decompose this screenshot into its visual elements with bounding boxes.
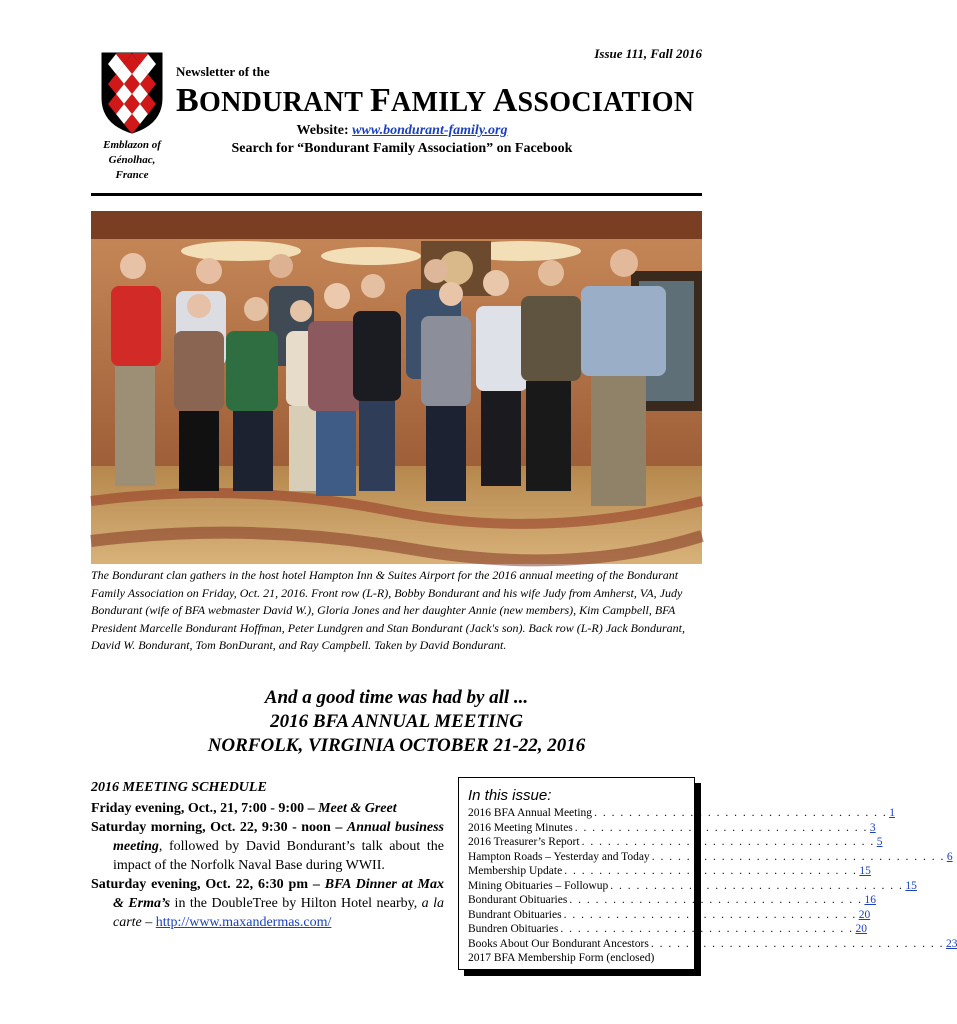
toc-item-label: Books About Our Bondurant Ancestors <box>468 937 649 950</box>
entry-what: BFA Dinner at Max & Erma’s <box>113 877 445 911</box>
headline-location: NORFOLK, VIRGINIA OCTOBER 21-22, 2016 <box>207 735 586 756</box>
schedule-title: 2016 MEETING SCHEDULE <box>91 780 267 795</box>
entry-dash: – <box>141 915 156 930</box>
toc-item-label: Bondurant Obituaries <box>468 894 568 906</box>
entry-detail: , followed by David Bondurant’s talk about the impact of the Norfolk Naval Base during WWII. <box>113 839 444 873</box>
toc-item[interactable] <box>468 835 883 850</box>
in-this-issue-box <box>458 777 957 970</box>
toc-item-label: 2017 BFA Membership Form (enclosed) <box>468 952 655 964</box>
toc-item-page-link[interactable]: 15 <box>859 865 871 877</box>
toc-item <box>468 951 686 966</box>
entry-when: Saturday evening, Oct. 22, 6:30 pm – <box>91 877 325 892</box>
header-divider <box>91 193 702 196</box>
website-link[interactable]: www.bondurant-family.org <box>352 123 508 138</box>
entry-when: Friday evening, Oct., 21, 7:00 - 9:00 – <box>91 801 319 816</box>
emblem-caption-line: Emblazon of <box>103 139 161 151</box>
headline-tagline: And a good time was had by all ... <box>264 687 529 708</box>
toc-leader-dots: . . . . . . . . . . . . . . . . . . . . . . . . . . . . . . . . . . <box>594 807 888 819</box>
restaurant-link[interactable]: http://www.maxandermas.com/ <box>155 915 332 930</box>
entry-when: Saturday morning, Oct. 22, 9:30 - noon – <box>91 820 347 835</box>
toc-item-page-link[interactable]: 15 <box>905 879 917 892</box>
schedule-entry <box>91 875 444 932</box>
website-line <box>176 123 628 139</box>
toc-item[interactable] <box>468 806 895 821</box>
toc-item-label: Hampton Roads – Yesterday and Today <box>468 850 650 863</box>
toc-item[interactable] <box>468 864 871 879</box>
toc-leader-dots: . . . . . . . . . . . . . . . . . . . . . . . . . . . . . . . . . . <box>574 821 868 834</box>
toc-leader-dots: . . . . . . . . . . . . . . . . . . . . . . . . . . . . . . . . . . <box>651 850 945 863</box>
toc-leader-dots: . . . . . . . . . . . . . . . . . . . . . . . . . . . . . . . . . . <box>569 894 863 906</box>
website-label: Website: <box>296 123 353 138</box>
toc-item[interactable] <box>468 922 868 937</box>
emblem-caption-line: France <box>115 169 149 181</box>
title-part: AMILY <box>391 87 493 118</box>
toc-leader-dots: . . . . . . . . . . . . . . . . . . . . . . . . . . . . . . . . . . <box>581 836 875 848</box>
group-photo <box>91 211 702 564</box>
emblem-shield-icon <box>101 52 163 134</box>
toc-item-page-link[interactable]: 6 <box>946 850 953 863</box>
headline-title: 2016 BFA ANNUAL MEETING <box>270 711 523 732</box>
schedule-entry <box>91 799 444 818</box>
facebook-line: Search for “Bondurant Family Association” on Facebook <box>231 141 573 156</box>
toc-item-label: Membership Update <box>468 865 563 877</box>
entry-detail: in the DoubleTree by Hilton Hotel nearby, <box>170 896 422 911</box>
title-initial: F <box>369 82 392 119</box>
toc-leader-dots: . . . . . . . . . . . . . . . . . . . . . . . . . . . . . . . . . . <box>564 865 858 877</box>
entry-what: Meet & Greet <box>318 801 397 816</box>
newsletter-of-label: Newsletter of the <box>176 64 270 79</box>
emblem-caption <box>88 138 176 183</box>
schedule-entry <box>91 818 444 875</box>
toc-item[interactable] <box>468 893 876 908</box>
page-title <box>176 82 694 120</box>
title-initial: B <box>176 82 199 119</box>
toc-leader-dots: . . . . . . . . . . . . . . . . . . . . . . . . . . . . . . . . . . <box>650 937 944 950</box>
toc-item-page-link[interactable]: 23 <box>945 937 957 950</box>
title-part: SSOCIATION <box>517 87 695 118</box>
toc-list <box>468 806 957 966</box>
toc-item-page-link[interactable]: 5 <box>876 836 883 848</box>
photo-caption: The Bondurant clan gathers in the host hotel Hampton Inn & Suites Airport for the 2016 annual meeting of the Bondurant Family Association on Friday, Oct. 21, 2016. Front row (L-R), Bobby Bondurant and his wife Judy from Amherst, VA, Judy Bondurant (wife of BFA webmaster David W.), Gloria Jones and her daughter Annie (new members), Kim Campbell, BFA President Marcelle Bondurant Hoffman, Peter Lundgren and Stan Bondurant (Jack's son). Back row (L-R) Jack Bondurant, David W. Bondurant, Tom BonDurant, and Ray Campbell. Taken by David Bondurant. <box>91 568 686 652</box>
issue-label: Issue 111, Fall 2016 <box>594 46 702 61</box>
meeting-schedule <box>91 778 444 932</box>
toc-item[interactable] <box>468 908 871 923</box>
title-part: ONDURANT <box>198 87 370 118</box>
toc-item-page-link[interactable]: 3 <box>869 821 876 834</box>
toc-item[interactable] <box>468 937 957 952</box>
entry-detail-italic: a la carte <box>113 896 445 930</box>
toc-item[interactable] <box>468 879 917 894</box>
entry-what: Annual business meeting <box>113 820 444 854</box>
toc-item-label: Bundrant Obituaries <box>468 908 562 921</box>
toc-item[interactable] <box>468 821 876 836</box>
title-initial: A <box>492 82 518 119</box>
toc-item-page-link[interactable]: 20 <box>855 923 868 935</box>
toc-leader-dots: . . . . . . . . . . . . . . . . . . . . . . . . . . . . . . . . . . <box>563 908 857 921</box>
toc-item-page-link[interactable]: 20 <box>858 908 871 921</box>
toc-item-label: Bundren Obituaries <box>468 923 559 935</box>
toc-item-label: 2016 BFA Annual Meeting <box>468 807 593 819</box>
toc-item[interactable] <box>468 850 953 865</box>
toc-item-label: 2016 Treasurer’s Report <box>468 836 580 848</box>
toc-item-page-link[interactable]: 1 <box>889 807 895 819</box>
toc-item-page-link[interactable]: 16 <box>864 894 876 906</box>
emblem-caption-line: Génolhac, <box>108 154 156 166</box>
toc-title: In this issue: <box>468 787 552 804</box>
toc-leader-dots: . . . . . . . . . . . . . . . . . . . . . . . . . . . . . . . . . . <box>560 923 854 935</box>
toc-item-label: 2016 Meeting Minutes <box>468 821 573 834</box>
toc-item-label: Mining Obituaries – Followup <box>468 879 609 892</box>
toc-leader-dots: . . . . . . . . . . . . . . . . . . . . . . . . . . . . . . . . . . <box>610 879 904 892</box>
